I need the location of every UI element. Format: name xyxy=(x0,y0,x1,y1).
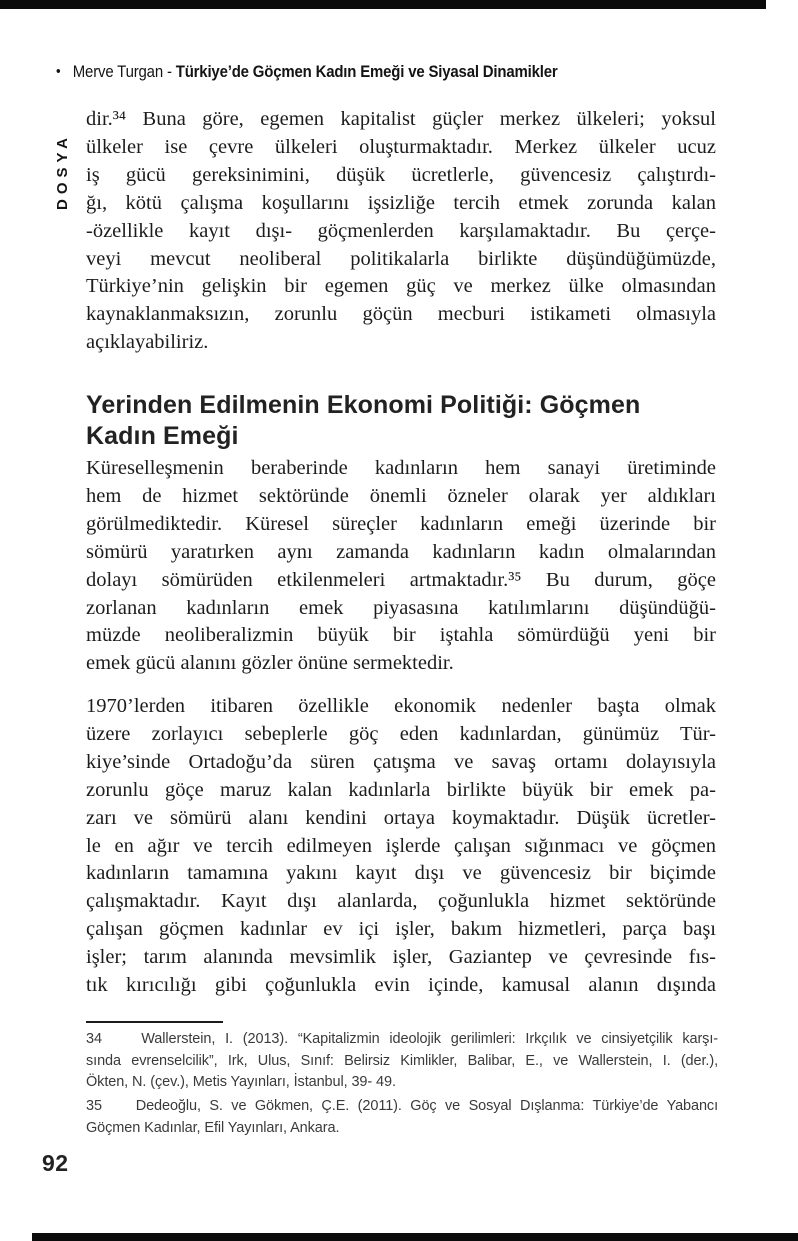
text-line: -özellikle kayıt dışı- göçmenlerden karşılamaktadır. Bu çerçe- xyxy=(86,219,716,242)
header-article-title: Türkiye’de Göçmen Kadın Emeği ve Siyasal Dinamikler xyxy=(175,62,558,81)
text-line: çalışan göçmen kadınlar ev içi işler, bakım hizmetleri, parça başı xyxy=(86,918,716,941)
text-line: kiye’sinde Ortadoğu’da süren çatışma ve savaş ortamı dolayısıyla xyxy=(86,750,716,773)
text-line: Yerinden Edilmenin Ekonomi Politiği: Göçmen xyxy=(86,391,641,419)
text-line: Küreselleşmenin beraberinde kadınların hem sanayi üretiminde xyxy=(86,457,716,479)
section-heading xyxy=(86,390,716,452)
footnote-separator-rule xyxy=(86,1021,223,1023)
text-line: üzere zorlayıcı sebeplerle göç eden kadınlardan, günümüz Tür- xyxy=(86,722,716,745)
text-line: iş gücü gereksinimini, düşük ücretlerle, güvencesiz çalıştırdı- xyxy=(86,163,716,186)
header-author: Merve Turgan - xyxy=(72,62,176,81)
body-paragraph-1 xyxy=(86,106,716,357)
body-paragraph-2 xyxy=(86,455,716,678)
text-line: le en ağır ve tercih edilmeyen işlerde çalışan sığınmacı ve göçmen xyxy=(86,834,716,857)
body-paragraph-3 xyxy=(86,693,716,1000)
footnote-35 xyxy=(86,1096,718,1139)
text-line: ğı, kötü çalışma koşullarını işsizliğe tercih etmek zorunda kalan xyxy=(86,191,716,214)
text-line: çalışmaktadır. Kayıt dışı alanlarda, çoğunlukla hizmet sektöründe xyxy=(86,890,716,913)
text-line: hem de hizmet sektöründe önemli özneler olarak yer aldıkları xyxy=(86,484,716,507)
text-line: sömürü yaratırken aynı zamanda kadınların kadın olmalarından xyxy=(86,540,716,563)
text-line: 35 Dedeoğlu, S. ve Gökmen, Ç.E. (2011). Göç ve Sosyal Dışlanma: Türkiye’de Yabancı xyxy=(86,1098,718,1114)
top-edge-bar xyxy=(0,0,766,9)
text-line: dir.³⁴ Buna göre, egemen kapitalist güçler merkez ülkeleri; yoksul xyxy=(86,108,716,130)
text-line: 1970’lerden itibaren özellikle ekonomik nedenler başta olmak xyxy=(86,695,716,717)
page-number: 92 xyxy=(42,1150,69,1176)
side-label-dosya: DOSYA xyxy=(54,133,71,210)
bottom-edge-bar xyxy=(32,1233,798,1241)
text-line: sında evrenselcilik”, Irk, Ulus, Sınıf: Belirsiz Kimlikler, Balibar, E., ve Wallerstein, I. (der.), xyxy=(86,1052,718,1069)
text-line: 34 Wallerstein, I. (2013). “Kapitalizmin ideolojik gerilimleri: Irkçılık ve cinsiyetçilik karşı- xyxy=(86,1031,718,1047)
text-line: dolayı sömürüden etkilenmeleri artmaktadır.³⁵ Bu durum, göçe xyxy=(86,568,716,591)
running-header xyxy=(56,62,558,82)
text-line: emek gücü alanını gözler önüne sermektedir. xyxy=(86,652,454,675)
text-line: kaynaklanmaksızın, zorunlu göçün mecburi istikameti olmasıyla xyxy=(86,303,716,326)
text-line: açıklayabiliriz. xyxy=(86,331,209,354)
text-line: Türkiye’nin gelişkin bir egemen güç ve merkez ülke olmasından xyxy=(86,275,716,298)
text-line: Göçmen Kadınlar, Efil Yayınları, Ankara. xyxy=(86,1119,340,1136)
text-line: zorlanan kadınların emek piyasasına katılımlarını düşündüğü- xyxy=(86,596,716,619)
text-line: veyi mevcut neoliberal politikalarla birlikte düşündüğümüzde, xyxy=(86,247,716,270)
text-line: Ökten, N. (çev.), Metis Yayınları, İstanbul, 39- 49. xyxy=(86,1074,396,1090)
text-line: görülmediktedir. Küresel süreçler kadınların emeği üzerinde bir xyxy=(86,512,716,535)
text-line: zorunlu göçe maruz kalan kadınlarla birlikte büyük bir emek pa- xyxy=(86,778,716,801)
text-line: müzde neoliberalizmin büyük bir iştahla sömürdüğü yeni bir xyxy=(86,624,716,647)
text-line: Kadın Emeği xyxy=(86,422,239,450)
text-line: zarı ve sömürü alanı kendini ortaya koymaktadır. Düşük ücretler- xyxy=(86,806,716,829)
text-line: kadınların tamamına yakını kayıt dışı ve güvencesiz bir biçimde xyxy=(86,862,716,885)
footnote-34 xyxy=(86,1029,718,1094)
text-line: işler; tarım alanında mevsimlik işler, Gaziantep ve çevresinde fıs- xyxy=(86,946,716,969)
header-bullet-icon: • xyxy=(56,63,61,80)
text-line: ülkeler ise çevre ülkeleri oluşturmaktadır. Merkez ülkeler ucuz xyxy=(86,135,716,158)
text-line: tık kırıcılığı gibi çoğunlukla evin içinde, kamusal alanın dışında xyxy=(86,974,716,997)
